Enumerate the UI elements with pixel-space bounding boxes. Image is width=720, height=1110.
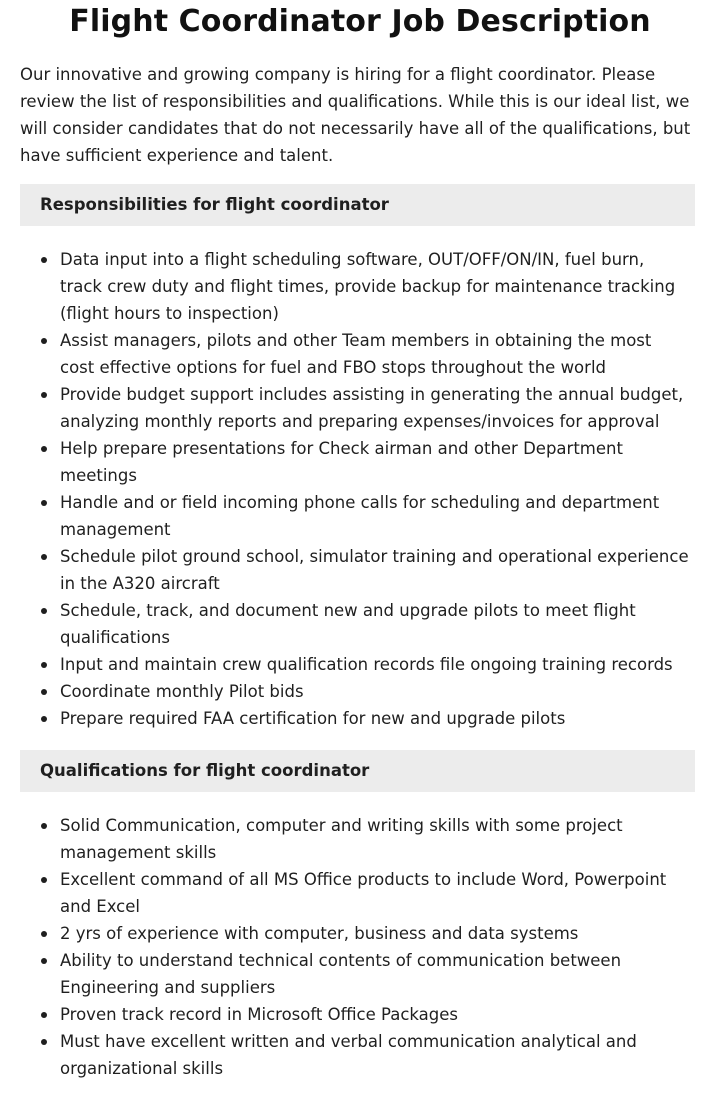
bullet-icon (41, 392, 47, 398)
list-item-text: Solid Communication, computer and writing skills with some project management skills (60, 816, 623, 862)
list-item (20, 705, 690, 732)
list-item-text: Schedule pilot ground school, simulator training and operational experience in the A320 aircraft (60, 547, 689, 593)
responsibilities-heading: Responsibilities for flight coordinator (20, 184, 695, 226)
bullet-icon (41, 338, 47, 344)
list-item-text: Coordinate monthly Pilot bids (60, 682, 304, 701)
list-item-text: 2 yrs of experience with computer, business and data systems (60, 924, 579, 943)
qualifications-heading: Qualifications for flight coordinator (20, 750, 695, 792)
responsibilities-list (20, 246, 690, 732)
qualifications-list (20, 812, 690, 1082)
list-item-text: Provide budget support includes assisting in generating the annual budget, analyzing monthly reports and preparing expenses/invoices for approval (60, 385, 684, 431)
bullet-icon (41, 554, 47, 560)
list-item (20, 947, 690, 1001)
list-item-text: Assist managers, pilots and other Team members in obtaining the most cost effective options for fuel and FBO stops throughout the world (60, 331, 652, 377)
bullet-icon (41, 877, 47, 883)
intro-paragraph: Our innovative and growing company is hiring for a flight coordinator. Please review the list of responsibilities and qualifications. While this is our ideal list, we will consider candidates that do not necessarily have all of the qualifications, but have sufficient experience and talent. (20, 65, 691, 165)
list-item (20, 543, 690, 597)
bullet-icon (41, 689, 47, 695)
list-item (20, 920, 690, 947)
list-item-text: Schedule, track, and document new and upgrade pilots to meet flight qualifications (60, 601, 636, 647)
list-item (20, 597, 690, 651)
page-title: Flight Coordinator Job Description (69, 4, 651, 39)
bullet-icon (41, 1039, 47, 1045)
bullet-icon (41, 1012, 47, 1018)
list-item (20, 651, 690, 678)
bullet-icon (41, 257, 47, 263)
list-item (20, 246, 690, 327)
list-item (20, 489, 690, 543)
list-item-text: Data input into a flight scheduling software, OUT/OFF/ON/IN, fuel burn, track crew duty and flight times, provide backup for maintenance tracking (flight hours to inspection) (60, 250, 676, 323)
list-item-text: Input and maintain crew qualification records file ongoing training records (60, 655, 673, 674)
list-item-text: Ability to understand technical contents of communication between Engineering and suppliers (60, 951, 622, 997)
bullet-icon (41, 608, 47, 614)
list-item-text: Proven track record in Microsoft Office Packages (60, 1005, 458, 1024)
list-item-text: Help prepare presentations for Check airman and other Department meetings (60, 439, 623, 485)
list-item-text: Must have excellent written and verbal communication analytical and organizational skills (60, 1032, 637, 1078)
bullet-icon (41, 823, 47, 829)
list-item (20, 435, 690, 489)
list-item-text: Excellent command of all MS Office products to include Word, Powerpoint and Excel (60, 870, 667, 916)
list-item (20, 1028, 690, 1082)
list-item (20, 866, 690, 920)
bullet-icon (41, 500, 47, 506)
list-item (20, 1001, 690, 1028)
bullet-icon (41, 931, 47, 937)
list-item-text: Handle and or field incoming phone calls for scheduling and department management (60, 493, 660, 539)
bullet-icon (41, 446, 47, 452)
list-item-text: Prepare required FAA certification for new and upgrade pilots (60, 709, 566, 728)
list-item (20, 381, 690, 435)
bullet-icon (41, 958, 47, 964)
list-item (20, 327, 690, 381)
list-item (20, 678, 690, 705)
list-item (20, 812, 690, 866)
bullet-icon (41, 662, 47, 668)
bullet-icon (41, 716, 47, 722)
